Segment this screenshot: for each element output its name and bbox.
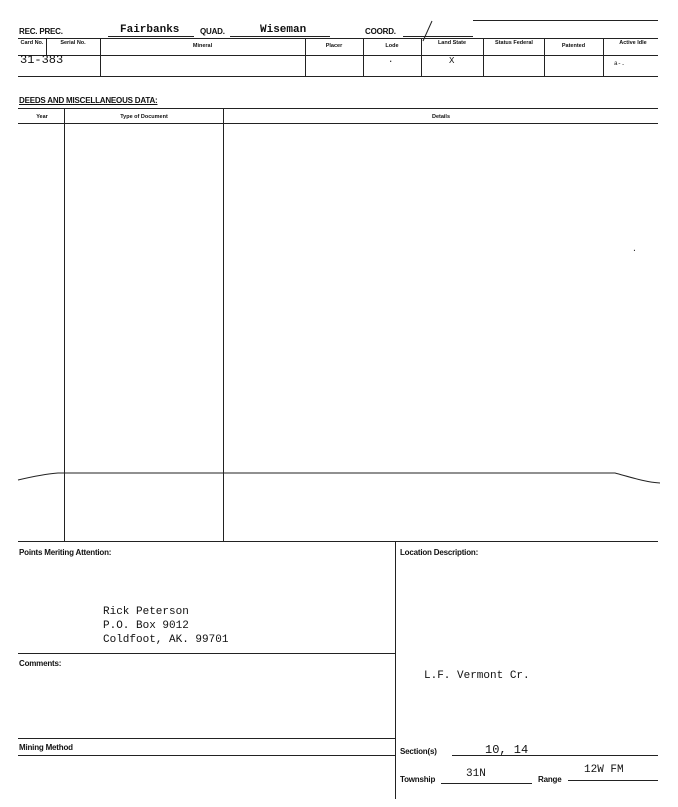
- range-label: Range: [538, 775, 562, 784]
- coord-underline: [403, 36, 473, 37]
- township-label: Township: [400, 775, 436, 784]
- location-label: Location Description:: [400, 548, 479, 557]
- quad-value: Wiseman: [260, 24, 307, 36]
- comments-top-rule: [18, 653, 395, 654]
- range-value: 12W FM: [584, 764, 624, 776]
- deeds-title: DEEDS AND MISCELLANEOUS DATA:: [19, 96, 158, 105]
- col-land-state: Land State: [437, 40, 467, 46]
- district-underline: [108, 36, 194, 37]
- page-fold-line: [0, 462, 678, 490]
- rec-prec-label: REC. PREC.: [19, 27, 63, 36]
- points-line-2: P.O. Box 9012: [103, 620, 189, 632]
- mining-bottom-rule: [18, 755, 395, 756]
- township-value: 31N: [466, 768, 486, 780]
- points-line-1: Rick Peterson: [103, 606, 189, 618]
- township-underline: [441, 783, 532, 784]
- sections-value: 10, 14: [485, 743, 529, 757]
- points-line-3: Coldfoot, AK. 99701: [103, 634, 229, 646]
- deeds-col-details: Details: [431, 114, 451, 120]
- col-card-no: Card No.: [20, 40, 44, 46]
- sections-label: Section(s): [400, 747, 437, 756]
- deeds-col-year: Year: [36, 114, 48, 120]
- header-col-div-8: [603, 38, 604, 76]
- mining-method-label: Mining Method: [19, 743, 73, 752]
- header-col-div-5: [421, 38, 422, 76]
- location-value: L.F. Vermont Cr.: [424, 670, 530, 682]
- header-grid-bottom: [18, 76, 658, 77]
- deeds-top-rule: [18, 108, 658, 109]
- col-active-idle: Active Idle: [619, 40, 647, 46]
- active-idle-mark: a-.: [614, 60, 625, 67]
- card-no-value: 31-383: [20, 53, 64, 67]
- district-value: Fairbanks: [120, 24, 180, 36]
- header-grid-top: [18, 38, 658, 39]
- col-placer: Placer: [325, 43, 343, 49]
- range-underline: [568, 780, 658, 781]
- col-mineral: Mineral: [192, 43, 213, 49]
- land-state-mark: X: [449, 56, 455, 66]
- col-serial-no: Serial No.: [60, 40, 86, 46]
- col-patented: Patented: [561, 43, 586, 49]
- mining-top-rule: [18, 738, 395, 739]
- comments-label: Comments:: [19, 659, 62, 668]
- header-col-div-6: [483, 38, 484, 76]
- deeds-col-type: Type of Document: [120, 114, 168, 120]
- col-lode: Lode: [385, 43, 399, 49]
- points-label: Points Meriting Attention:: [19, 548, 112, 557]
- col-status-federal: Status Federal: [495, 40, 533, 46]
- quad-underline: [230, 36, 330, 37]
- deeds-bottom-rule: [18, 541, 658, 542]
- bottom-center-divider: [395, 541, 396, 799]
- sections-underline: [452, 755, 658, 756]
- deeds-header-rule: [18, 123, 658, 124]
- coord-label: COORD.: [365, 27, 396, 36]
- quad-label: QUAD.: [200, 27, 225, 36]
- lode-mark: .: [388, 55, 394, 65]
- header-top-rule: [473, 20, 658, 21]
- stray-dot-right: .: [632, 245, 637, 254]
- header-grid-mid: [18, 55, 658, 56]
